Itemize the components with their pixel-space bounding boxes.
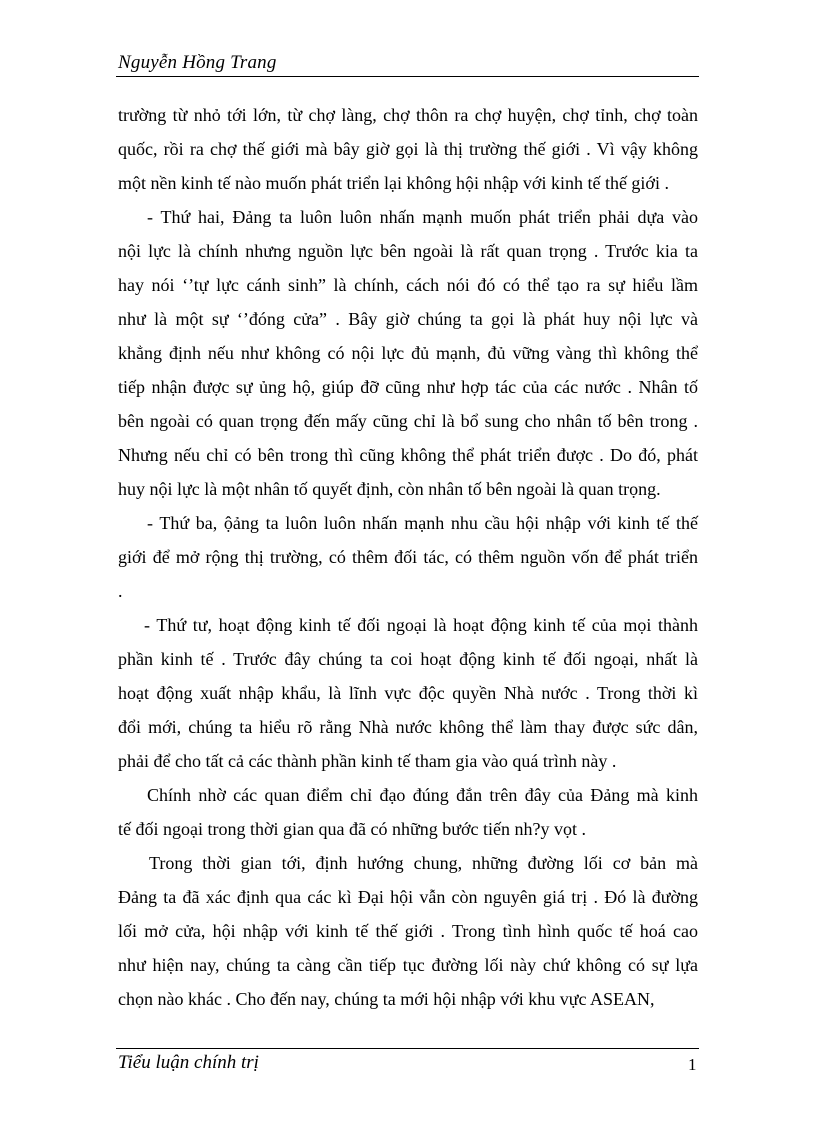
text-line: như là một sự ‘’đóng cửa” . Bây giờ chúng ta gọi là phát huy nội lực và	[118, 309, 698, 329]
text-line: bên ngoài có quan trọng đến mấy cũng chỉ là bổ sung cho nhân tố bên trong .	[118, 411, 698, 431]
text-line: quốc, rồi ra chợ thế giới mà bây giờ gọi là thị trường thế giới . Vì vậy không	[118, 139, 698, 159]
text-line: - Thứ tư, hoạt động kinh tế đối ngoại là hoạt động kinh tế của mọi thành	[144, 615, 698, 635]
text-line: phần kinh tế . Trước đây chúng ta coi hoạt động kinh tế đối ngoại, nhất là	[118, 649, 698, 669]
text-line: lối mở cửa, hội nhập với kinh tế thế giới . Trong tình hình quốc tế hoá cao	[118, 921, 698, 941]
text-line: một nền kinh tế nào muốn phát triển lại không hội nhập với kinh tế thế giới .	[118, 173, 669, 193]
text-line: Chính nhờ các quan điểm chỉ đạo đúng đắn trên đây của Đảng mà kinh	[147, 785, 698, 805]
footer-title: Tiểu luận chính trị	[118, 1052, 259, 1073]
page-number: 1	[688, 1055, 697, 1074]
text-line: trường từ nhỏ tới lớn, từ chợ làng, chợ thôn ra chợ huyện, chợ tỉnh, chợ toàn	[118, 105, 698, 125]
footer-divider	[116, 1048, 699, 1049]
header-author: Nguyễn Hồng Trang	[118, 52, 277, 73]
text-line: chọn nào khác . Cho đến nay, chúng ta mới hội nhập với khu vực ASEAN,	[118, 989, 655, 1009]
text-line: giới để mở rộng thị trường, có thêm đối tác, có thêm nguồn vốn để phát triển	[118, 547, 698, 567]
header-divider	[116, 76, 699, 77]
text-line: - Thứ hai, Đảng ta luôn luôn nhấn mạnh muốn phát triển phải dựa vào	[147, 207, 698, 227]
text-line: nội lực là chính nhưng nguồn lực bên ngoài là rất quan trọng . Trước kia ta	[118, 241, 698, 261]
text-line: Trong thời gian tới, định hướng chung, những đường lối cơ bản mà	[149, 853, 698, 873]
text-line: khẳng định nếu như không có nội lực đủ mạnh, đủ vững vàng thì không thể	[118, 343, 698, 363]
text-line: tế đối ngoại trong thời gian qua đã có những bước tiến nh?y vọt .	[118, 819, 586, 839]
text-line: Nhưng nếu chỉ có bên trong thì cũng không thể phát triển được . Do đó, phát	[118, 445, 698, 465]
text-line: phải để cho tất cả các thành phần kinh tế tham gia vào quá trình này .	[118, 751, 617, 771]
text-line: .	[118, 581, 123, 601]
document-body	[118, 101, 698, 1019]
text-line: hay nói ‘’tự lực cánh sinh” là chính, cách nói đó có thể tạo ra sự hiểu lầm	[118, 275, 698, 295]
text-line: - Thứ ba, ộảng ta luôn luôn nhấn mạnh nhu cầu hội nhập với kinh tế thế	[147, 513, 698, 533]
text-line: như hiện nay, chúng ta càng cần tiếp tục đường lối này chứ không có sự lựa	[118, 955, 698, 975]
text-line: hoạt động xuất nhập khẩu, là lĩnh vực độc quyền Nhà nước . Trong thời kì	[118, 683, 698, 703]
text-line: đổi mới, chúng ta hiểu rõ rằng Nhà nước không thể làm thay được sức dân,	[118, 717, 698, 737]
text-line: huy nội lực là một nhân tố quyết định, còn nhân tố bên ngoài là quan trọng.	[118, 479, 661, 499]
text-line: tiếp nhận được sự ủng hộ, giúp đỡ cũng như hợp tác của các nước . Nhân tố	[118, 377, 698, 397]
text-line: Đảng ta đã xác định qua các kì Đại hội vẫn còn nguyên giá trị . Đó là đường	[118, 887, 698, 907]
